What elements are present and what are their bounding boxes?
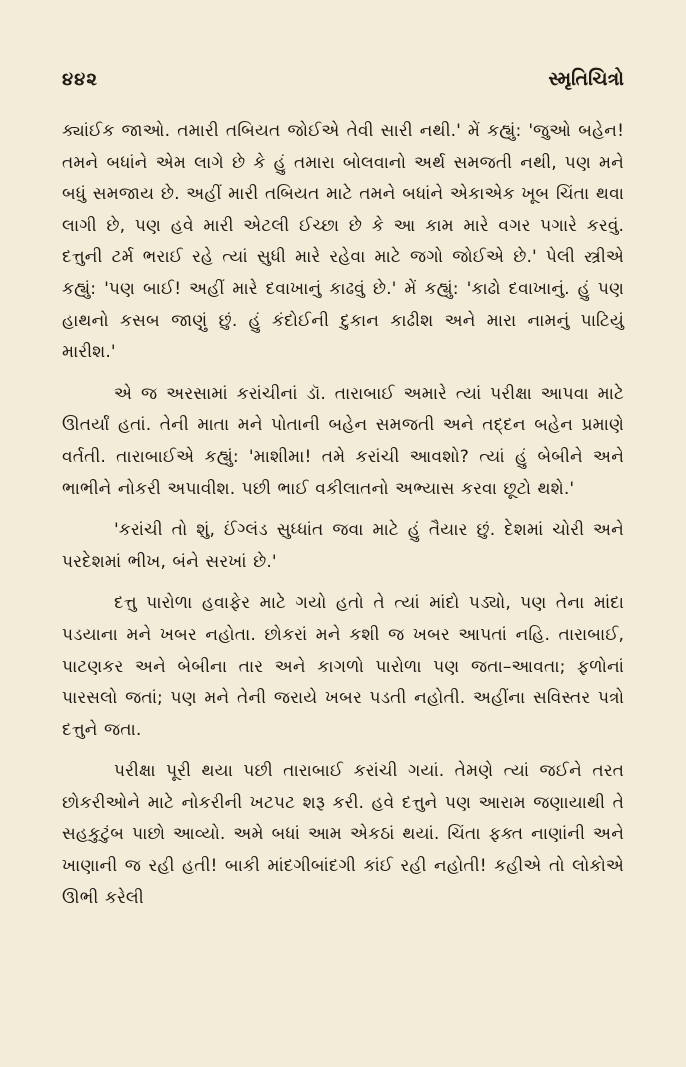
paragraph-3: 'કરાંચી તો શું, ઈંગ્લંડ સુધ્ધાંત જવા માટે હું તૈયાર છું. દેશમાં ચોરી અને પરદેશમાં ભીખ, બંને સરખાં છે.'	[62, 520, 624, 572]
paragraph-1: ક્યાંઈક જાઓ. તમારી તબિયત જોઈએ તેવી સારી નથી.' મેં કહ્યું: 'જુઓ બહેન! તમને બધાંને એમ લાગે છે કે હું તમારા બોલવાનો અર્થ સમજતી નથી, પણ મને બધું સમજાય છે. અહીં મારી તબિયત માટે તમને બધાંને એકાએક ખૂબ ચિંતા થવા લાગી છે, પણ હવે મારી એટલી ઈચ્છા છે કે આ કામ મારે વગર પગારે કરવું. દત્તુની ટર્મ ભરાઈ રહે ત્યાં સુધી મારે રહેવા માટે જગો જોઈએ છે.' પેલી સ્ત્રીએ કહ્યું: 'પણ બાઈ! અહીં મારે દવાખાનું કાઢવું છે.' મેં કહ્યું: 'કાઢો દવાખાનું. હું પણ હાથનો કસબ જાણું છું. હું કંદોઈની દુકાન કાઢીશ અને મારા નામનું પાટિયું મારીશ.'	[62, 121, 624, 363]
paragraph-5: પરીક્ષા પૂરી થયા પછી તારાબાઈ કરાંચી ગયાં. તેમણે ત્યાં જઈને તરત છોકરીઓને માટે નોકરીની ખટપટ શરૂ કરી. હવે દત્તુને પણ આરામ જણાયાથી તે સહકુટુંબ પાછો આવ્યો. અમે બધાં આમ એકઠાં થયાં. ચિંતા ફક્ત નાણાંની અને ખાણાની જ રહી હતી! બાકી માંદગીબાંદગી કાંઈ રહી નહોતી! કહીએ તો લોકોએ ઊભી કરેલી	[62, 761, 624, 908]
running-title: સ્મૃતિચિત્રો	[548, 68, 624, 90]
paragraph-2: એ જ અરસામાં કરાંચીનાં ડૉ. તારાબાઈ અમારે ત્યાં પરીક્ષા આપવા માટે ઊતર્યાં હતાં. તેની માતા મને પોતાની બહેન સમજતી અને તદ્દન બહેન પ્રમાણે વર્તતી. તારાબાઈએ કહ્યું: 'માશીમા! તમે કરાંચી આવશો? ત્યાં હું બેબીને અને ભાભીને નોકરી અપાવીશ. પછી ભાઈ વકીલાતનો અભ્યાસ કરવા છૂટો થશે.'	[62, 383, 624, 499]
paragraph-4: દત્તુ પારોળા હવાફેર માટે ગયો હતો તે ત્યાં માંદો પડ્યો, પણ તેના માંદા પડયાના મને ખબર નહોતા. છોકરાં મને કશી જ ખબર આપતાં નહિ. તારાબાઈ, પાટણકર અને બેબીના તાર અને કાગળો પારોળા પણ જતા–આવતા; ફળોનાં પારસલો જતાં; પણ મને તેની જરાયે ખબર પડતી નહોતી. અહીંના સવિસ્તર પત્રો દત્તુને જતા.	[62, 593, 624, 740]
body-text	[62, 116, 624, 914]
page-header	[62, 68, 624, 104]
page-number: ૪૪૨	[62, 69, 98, 90]
